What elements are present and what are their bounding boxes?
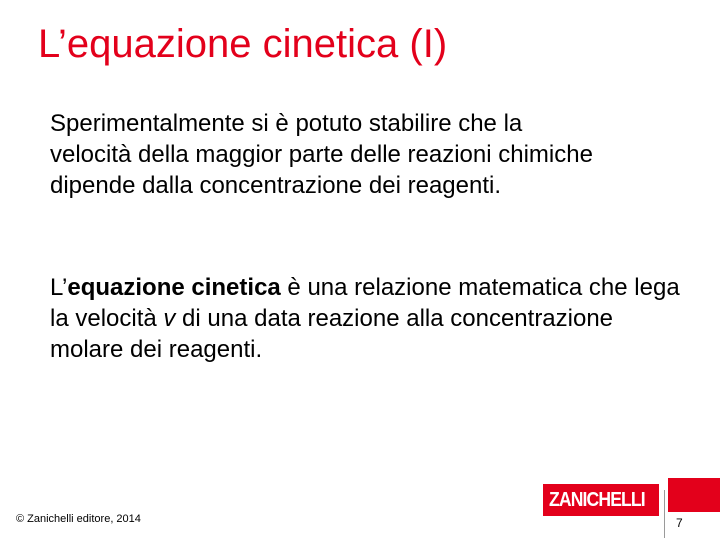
footer-divider: [664, 490, 665, 538]
publisher-logo-text: ZANICHELLI: [549, 489, 645, 511]
copyright-text: © Zanichelli editore, 2014: [16, 513, 141, 525]
bold-term: equazione cinetica: [67, 274, 281, 301]
slide-title: L’equazione cinetica (I): [38, 22, 448, 66]
paragraph-2-middle: è una relazione matematica che lega la velocità: [50, 274, 680, 332]
paragraph-2-prefix: L’: [50, 274, 68, 301]
paragraph-1: Sperimentalmente si è potuto stabilire che la velocità della maggior parte delle reazioni chimiche dipende dalla concentrazione dei reagenti.: [50, 110, 593, 199]
page-number: 7: [676, 516, 683, 530]
paragraph-2-suffix: di una data reazione alla concentrazione molare dei reagenti.: [50, 305, 614, 363]
italic-variable: v: [163, 305, 176, 332]
paragraph-2: [50, 272, 690, 365]
corner-accent-block: [668, 478, 720, 512]
